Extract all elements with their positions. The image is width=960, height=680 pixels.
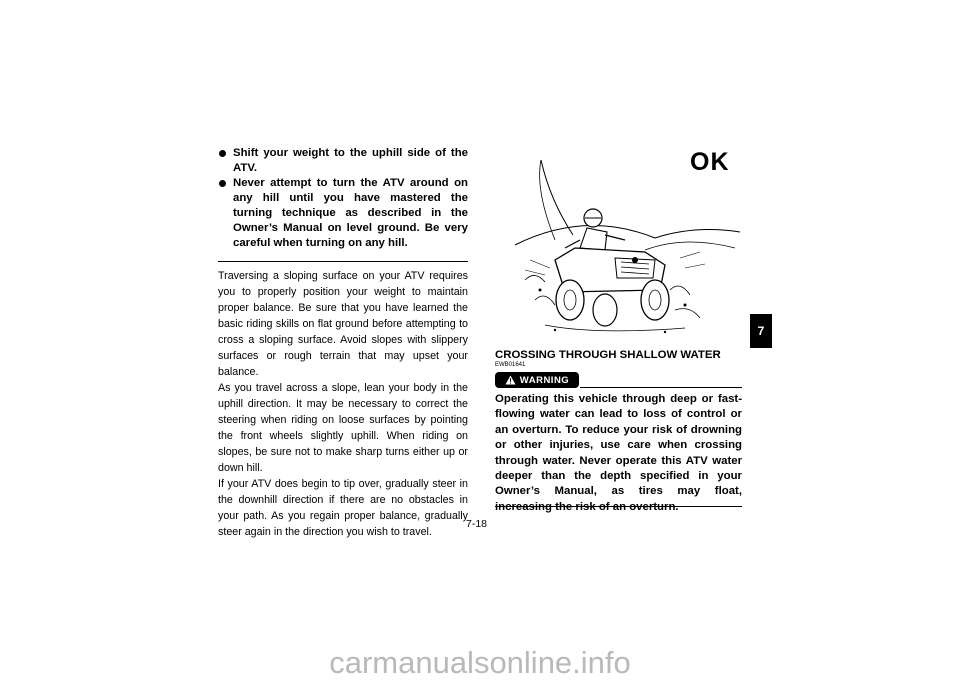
paragraph: If your ATV does begin to tip over, gradually steer in the downhill direction if there are no obstacles in your path. As you regain proper balance, gradually steer again in the direction you wish to travel. bbox=[218, 478, 468, 538]
warning-label: WARNING bbox=[519, 374, 570, 386]
right-column bbox=[495, 140, 742, 345]
bullet-dot-icon bbox=[219, 180, 226, 187]
warning-badge bbox=[495, 372, 579, 388]
warning-text: Operating this vehicle through deep or fast-flowing water can lead to loss of control or an overturn. To reduce your risk of drowning or other injuries, use care when crossing through water. Never operate this ATV water deeper than the depth specified in your Owner’s Manual, as tires may float, increasing the risk of an overturn. bbox=[495, 393, 742, 513]
warning-line bbox=[580, 387, 742, 388]
divider bbox=[495, 506, 742, 507]
page-number: 7-18 bbox=[466, 518, 488, 530]
left-column bbox=[218, 146, 468, 540]
ok-label: OK bbox=[690, 148, 730, 176]
bullet-item: Never attempt to turn the ATV around on any hill until you have mastered the turning technique as described in the Owner’s Manual on level ground. Be very careful when turning on any hill. bbox=[218, 176, 468, 251]
bullet-dot-icon bbox=[219, 150, 226, 157]
section-title: CROSSING THROUGH SHALLOW WATER bbox=[495, 349, 721, 361]
chapter-tab: 7 bbox=[750, 314, 772, 348]
reference-code: EWB01641 bbox=[495, 362, 526, 368]
watermark: carmanualsonline.info bbox=[329, 645, 631, 680]
divider bbox=[218, 261, 468, 262]
atv-illustration bbox=[495, 140, 742, 345]
bullet-item: Shift your weight to the uphill side of the ATV. bbox=[218, 146, 468, 176]
warning-triangle-icon bbox=[505, 375, 516, 385]
paragraph: Traversing a sloping surface on your ATV requires you to properly position your weight to maintain proper balance. Be sure that you have learned the basic riding skills on flat ground before attempting to cross a sloping surface. Avoid slopes with slippery surfaces or rough terrain that may upset your balance. bbox=[218, 270, 468, 378]
bullet-list bbox=[218, 146, 468, 251]
paragraph: As you travel across a slope, lean your body in the uphill direction. It may be necessary to correct the steering when riding on loose surfaces by pointing the front wheels slightly uphill. When riding on slopes, be sure not to make sharp turns either up or down hill. bbox=[218, 382, 468, 474]
